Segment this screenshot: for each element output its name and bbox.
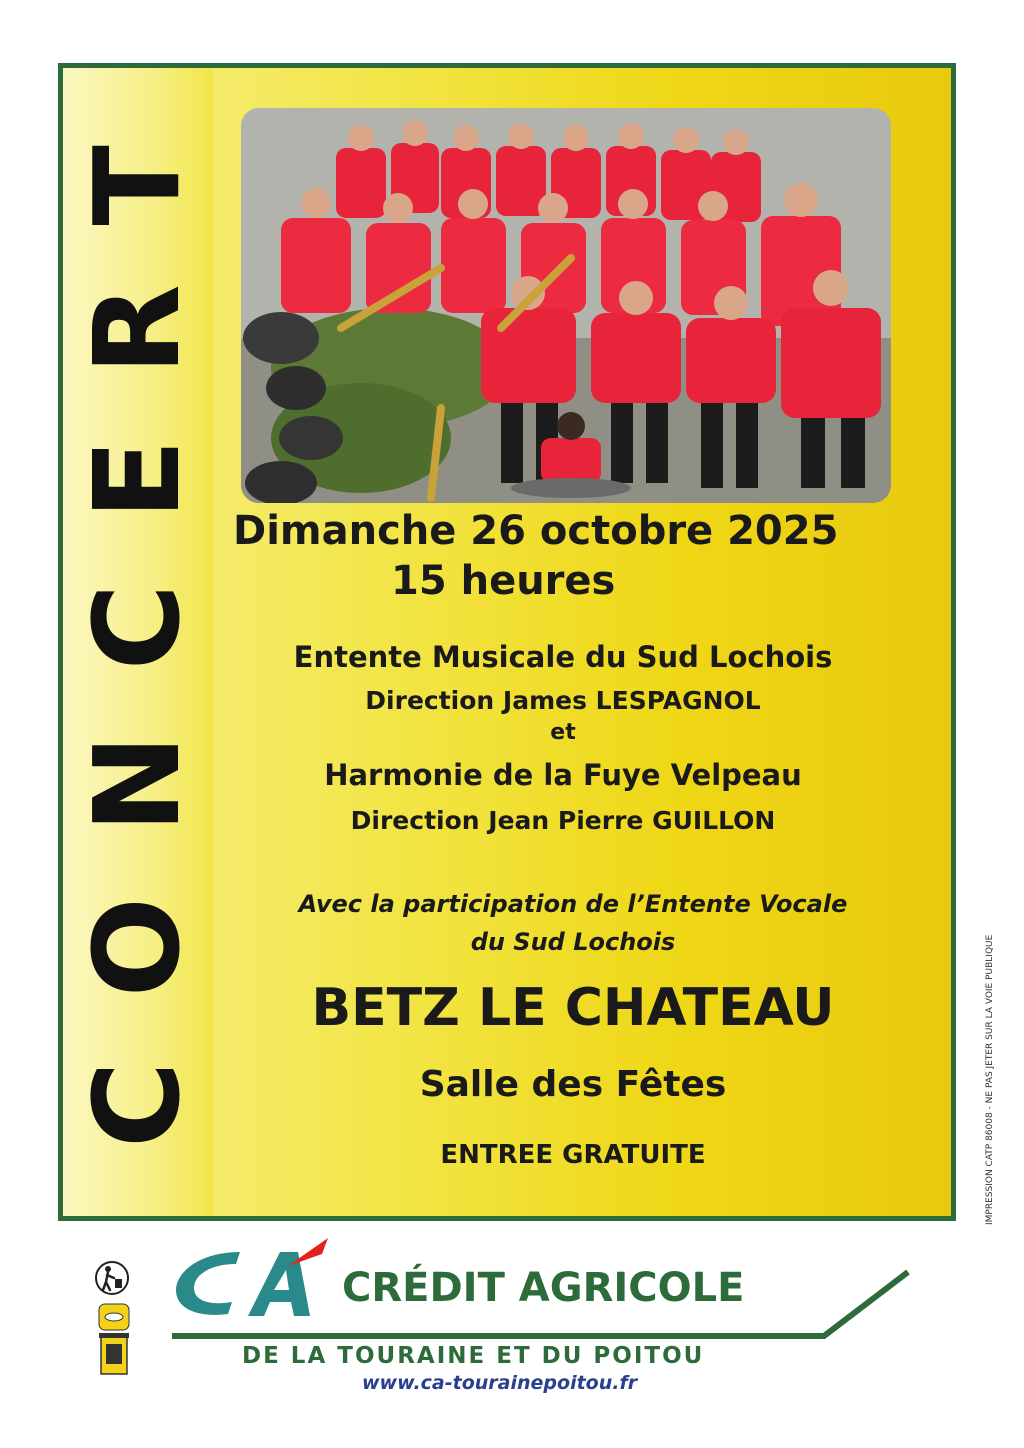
sponsor-website[interactable]: www.ca-tourainepoitou.fr bbox=[362, 1372, 638, 1394]
concert-time: 15 heures bbox=[391, 558, 616, 604]
print-notice: IMPRESSION CATP 86008 - NE PAS JETER SUR LA VOIE PUBLIQUE bbox=[985, 934, 995, 1225]
venue-hall: Salle des Fêtes bbox=[419, 1064, 727, 1105]
ensemble-2-name: Harmonie de la Fuye Velpeau bbox=[324, 758, 802, 792]
conjunction-text: et bbox=[550, 720, 576, 745]
participation-line-1: Avec la participation de l’Entente Vocale bbox=[298, 890, 848, 918]
participation-line-2: du Sud Lochois bbox=[470, 928, 676, 956]
concert-date: Dimanche 26 octobre 2025 bbox=[233, 508, 839, 554]
band-photo-illustration bbox=[241, 108, 891, 503]
venue-town: BETZ LE CHATEAU bbox=[311, 978, 835, 1038]
ensemble-2-director: Direction Jean Pierre GUILLON bbox=[350, 806, 776, 835]
concert-poster bbox=[58, 63, 956, 1221]
band-photo bbox=[241, 108, 891, 503]
admission-text: ENTREE GRATUITE bbox=[440, 1140, 706, 1170]
sponsor-region: DE LA TOURAINE ET DU POITOU bbox=[242, 1343, 705, 1369]
recycle-person-icon bbox=[94, 1260, 130, 1296]
ensemble-1-name: Entente Musicale du Sud Lochois bbox=[293, 640, 833, 674]
vertical-title: CONCERT bbox=[68, 81, 206, 1148]
footer-icons bbox=[92, 1258, 138, 1378]
ensemble-1-director: Direction James LESPAGNOL bbox=[365, 686, 761, 715]
sorting-bin-icon bbox=[96, 1302, 132, 1378]
sponsor-name: CRÉDIT AGRICOLE bbox=[342, 1265, 745, 1311]
